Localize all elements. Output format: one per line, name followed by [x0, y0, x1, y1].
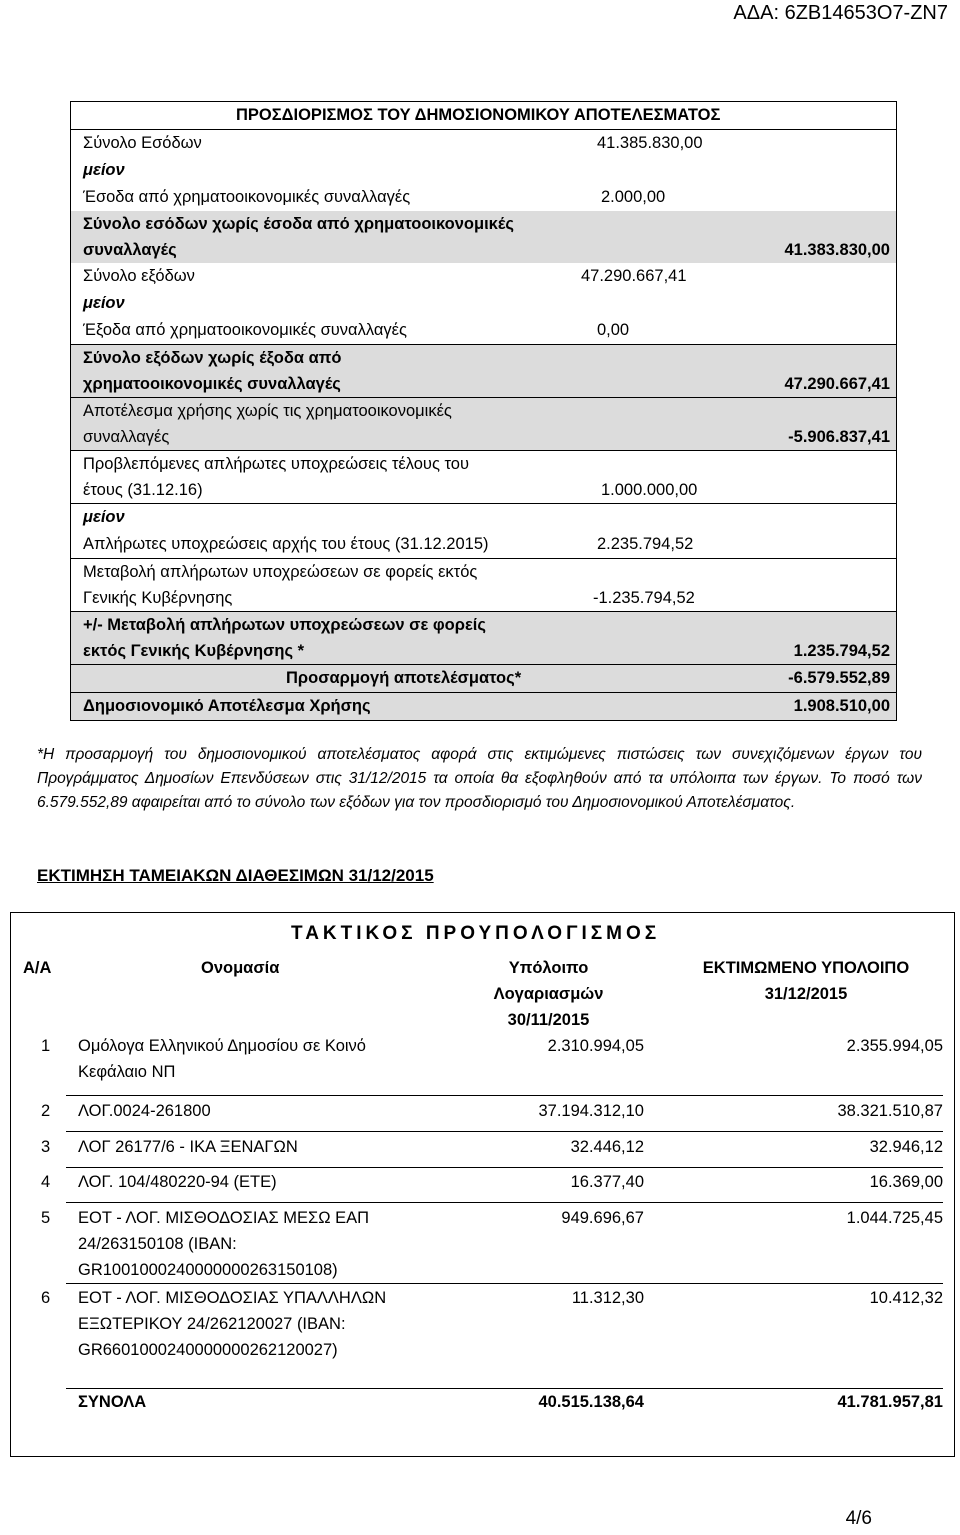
fiscal-row [71, 263, 896, 290]
row-label-line: Γενικής Κυβέρνησης [83, 589, 233, 607]
row-balance: 16.377,40 [570, 1173, 644, 1191]
header-aa: Α/Α [23, 959, 52, 977]
row-value: -6.579.552,89 [788, 669, 890, 687]
header-name: Ονομασία [201, 959, 280, 977]
row-description: ΛΟΓ.0024-261800 [78, 1102, 211, 1120]
row-balance: 949.696,67 [561, 1209, 644, 1227]
row-label-line: +/- Μεταβολή απλήρωτων υποχρεώσεων σε φορείς [83, 616, 486, 634]
row-label-line: έτους (31.12.16) [83, 481, 203, 499]
row-divider [66, 1167, 943, 1168]
header-balance: Υπόλοιπο Λογαριασμών 30/11/2015 [493, 959, 604, 1029]
row-value: -1.235.794,52 [593, 589, 695, 607]
fiscal-row [71, 664, 896, 692]
document-code: ΑΔΑ: 6ΖΒ14653Ο7-ΖΝ7 [733, 2, 948, 24]
row-estimate: 32.946,12 [869, 1138, 943, 1156]
row-label: Απλήρωτες υποχρεώσεις αρχής του έτους (31.12.2015) [83, 535, 489, 553]
minus-label: μείον [83, 294, 125, 312]
row-estimate: 16.369,00 [869, 1173, 943, 1191]
fiscal-row [71, 531, 896, 558]
row-label: Δημοσιονομικό Αποτέλεσμα Χρήσης [83, 697, 371, 715]
row-balance: 2.310.994,05 [547, 1037, 644, 1055]
row-value: 41.385.830,00 [597, 134, 703, 152]
row-estimate: 10.412,32 [869, 1289, 943, 1307]
minus-label: μείον [83, 508, 125, 526]
row-description: Ομόλογα Ελληνικού Δημοσίου σε Κοινό Κεφάλαιο ΝΠ [78, 1037, 366, 1081]
row-description: ΕΟΤ - ΛΟΓ. ΜΙΣΘΟΔΟΣΙΑΣ ΜΕΣΩ ΕΑΠ 24/263150108 (ΙΒΑΝ: GR1001000240000000263150108) [78, 1209, 370, 1279]
fiscal-minus-row [71, 290, 896, 317]
row-number: 6 [41, 1289, 51, 1307]
fiscal-row [71, 344, 896, 397]
row-label: Σύνολο εξόδων [83, 267, 195, 285]
fiscal-title-row [71, 102, 896, 129]
total-estimate: 41.781.957,81 [837, 1393, 943, 1411]
row-value: 2.000,00 [601, 188, 666, 206]
adjustment-note: *Η προσαρμογή του δημοσιονομικού αποτελέσματος αφορά στις εκτιμώμενες πιστώσεις των συνεχιζόμενων έργων του Προγράμματος Δημοσίων Επενδύσεων στις 31/12/2015 τα οποία θα εξοφληθούν από τα υπόλοιπα των έργων. Το ποσό των 6.579.552,89 αφαιρείται από το σύνολο των εξόδων για τον προσδιορισμό του Δημοσιονομικού Αποτελέσματος. [37, 746, 922, 811]
fiscal-title: ΠΡΟΣΔΙΟΡΙΣΜΟΣ ΤΟΥ ΔΗΜΟΣΙΟΝΟΜΙΚΟΥ ΑΠΟΤΕΛΕΣΜΑΤΟΣ [236, 106, 721, 124]
row-label: Προσαρμογή αποτελέσματος* [286, 669, 522, 687]
row-divider [66, 1131, 943, 1132]
row-label-line: Σύνολο εσόδων χωρίς έσοδα από χρηματοοικονομικές [83, 215, 514, 233]
row-estimate: 38.321.510,87 [837, 1102, 943, 1120]
row-label [71, 398, 583, 450]
row-divider [66, 1095, 943, 1096]
row-number: 5 [41, 1209, 51, 1227]
row-divider [66, 1202, 943, 1203]
page-number: 4/6 [845, 1508, 872, 1529]
row-value: 1.000.000,00 [601, 481, 698, 499]
row-balance: 32.446,12 [570, 1138, 644, 1156]
row-balance: 37.194.312,10 [538, 1102, 644, 1120]
fiscal-row [71, 397, 896, 450]
row-label [71, 612, 583, 664]
fiscal-result-table [70, 101, 897, 721]
fiscal-minus-row [71, 503, 896, 531]
row-description: ΛΟΓ 26177/6 - ΙΚΑ ΞΕΝΑΓΩΝ [78, 1138, 298, 1156]
fiscal-row [71, 129, 896, 157]
row-label: Έξοδα από χρηματοοικονομικές συναλλαγές [83, 321, 407, 339]
row-label [71, 345, 583, 397]
row-value: 1.908.510,00 [793, 697, 890, 715]
row-label: Σύνολο Εσόδων [83, 134, 202, 152]
total-balance: 40.515.138,64 [538, 1393, 644, 1411]
row-label-line: χρηματοοικονομικές συναλλαγές [83, 375, 341, 393]
row-label: Έσοδα από χρηματοοικονομικές συναλλαγές [83, 188, 411, 206]
row-description: ΛΟΓ. 104/480220-94 (ΕΤΕ) [78, 1173, 277, 1191]
header-estimate: ΕΚΤΙΜΩΜΕΝΟ ΥΠΟΛΟΙΠΟ 31/12/2015 [702, 959, 910, 1003]
fiscal-row [71, 611, 896, 664]
row-description: ΕΟΤ - ΛΟΓ. ΜΙΣΘΟΔΟΣΙΑΣ ΥΠΑΛΛΗΛΩΝ ΕΞΩΤΕΡΙΚΟΥ 24/262120027 (ΙΒΑΝ: GR6601000240000000262120027) [78, 1289, 387, 1359]
row-number: 3 [41, 1138, 51, 1156]
row-value: 41.383.830,00 [784, 241, 890, 259]
row-label-line: συναλλαγές [83, 241, 177, 259]
fiscal-row [71, 211, 896, 263]
row-label [71, 559, 583, 611]
cash-estimate-table [10, 912, 955, 1457]
row-value: 47.290.667,41 [581, 267, 687, 285]
row-label [71, 211, 583, 263]
row-estimate: 2.355.994,05 [846, 1037, 943, 1055]
row-balance: 11.312,30 [571, 1289, 644, 1307]
row-label [71, 451, 583, 503]
row-value: -5.906.837,41 [788, 428, 890, 446]
fiscal-row [71, 317, 896, 344]
row-label-line: εκτός Γενικής Κυβέρνησης * [83, 642, 305, 660]
budget-title: ΤΑΚΤΙΚΟΣ ΠΡΟΥΠΟΛΟΓΙΣΜΟΣ [291, 923, 661, 944]
row-number: 4 [41, 1173, 51, 1191]
row-value: 1.235.794,52 [793, 642, 890, 660]
row-value: 47.290.667,41 [784, 375, 890, 393]
row-divider [66, 1283, 943, 1284]
row-label-line: συναλλαγές [83, 428, 170, 446]
row-label-line: Μεταβολή απλήρωτων υποχρεώσεων σε φορείς εκτός [83, 563, 478, 581]
fiscal-row [71, 558, 896, 611]
row-label-line: Σύνολο εξόδων χωρίς έξοδα από [83, 349, 342, 367]
minus-label: μείον [83, 161, 125, 179]
fiscal-minus-row [71, 157, 896, 184]
row-number: 2 [41, 1102, 51, 1120]
row-value: 0,00 [597, 321, 630, 339]
fiscal-row [71, 692, 896, 720]
row-number: 1 [41, 1037, 51, 1055]
section-title: ΕΚΤΙΜΗΣΗ ΤΑΜΕΙΑΚΩΝ ΔΙΑΘΕΣΙΜΩΝ 31/12/2015 [37, 866, 434, 885]
fiscal-row [71, 184, 896, 211]
row-label-line: Προβλεπόμενες απλήρωτες υποχρεώσεις τέλους του [83, 455, 469, 473]
total-label: ΣΥΝΟΛΑ [78, 1393, 147, 1411]
row-estimate: 1.044.725,45 [846, 1209, 943, 1227]
row-value: 2.235.794,52 [597, 535, 694, 553]
fiscal-row [71, 450, 896, 503]
row-label-line: Αποτέλεσμα χρήσης χωρίς τις χρηματοοικονομικές [83, 402, 452, 420]
